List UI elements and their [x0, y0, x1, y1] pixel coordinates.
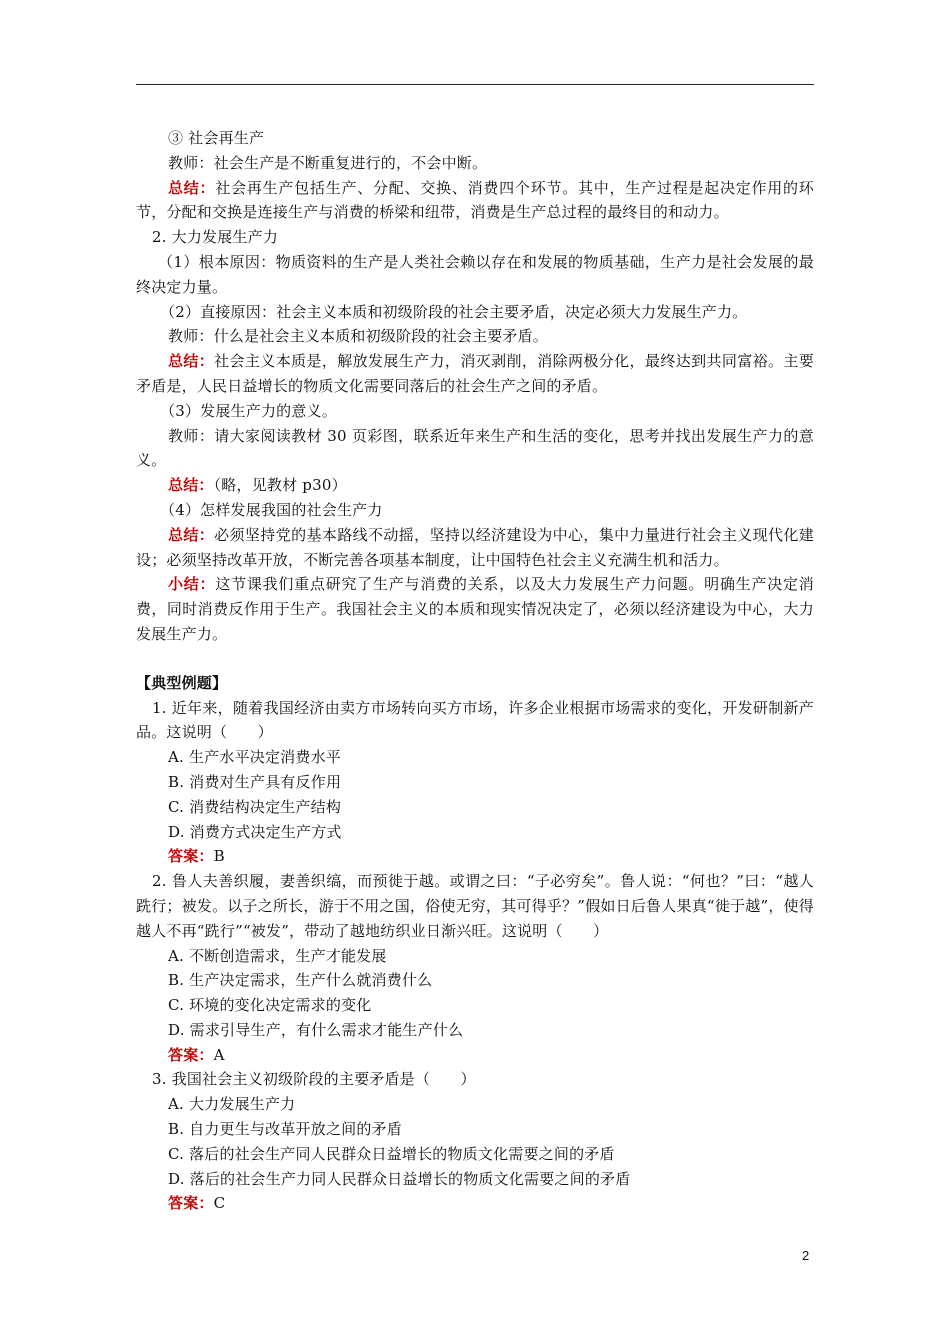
answer-line — [136, 1191, 814, 1216]
answer-value: B — [213, 847, 225, 866]
summary-text: 必须坚持党的基本路线不动摇，坚持以经济建设为中心，集中力量进行社会主义现代化建设；必须坚持改革开放，不断完善各项基本制度，让中国特色社会主义充满生机和活力。 — [136, 525, 814, 569]
option-d: D. 消费方式决定生产方式 — [168, 822, 342, 841]
option-b: B. 消费对生产具有反作用 — [168, 772, 342, 791]
page-number: 2 — [802, 1248, 810, 1263]
option-c: C. 消费结构决定生产结构 — [168, 797, 342, 816]
conclusion-text: 这节课我们重点研究了生产与消费的关系，以及大力发展生产力问题。明确生产决定消费，同时消费反作用于生产。我国社会主义的本质和现实情况决定了，必须以经济建设为中心，大力发展生产力。 — [136, 575, 814, 643]
summary-label: 总结： — [168, 352, 215, 371]
option-a: A. 不断创造需求，生产才能发展 — [168, 946, 387, 965]
option-d: D. 落后的社会生产力同人民群众日益增长的物质文化需要之间的矛盾 — [168, 1169, 631, 1188]
option-a: A. 大力发展生产力 — [168, 1095, 296, 1114]
examples-heading: 【典型例题】 — [136, 673, 228, 692]
summary-label: 总结： — [168, 525, 215, 544]
reason-paragraph: （2）直接原因：社会主义本质和初级阶段的社会主要矛盾，决定必须大力发展生产力。 — [160, 302, 748, 321]
header-rule — [136, 84, 814, 85]
summary-paragraph — [136, 176, 814, 226]
section-heading: 2. 大力发展生产力 — [152, 228, 279, 247]
sub-heading: （3）发展生产力的意义。 — [160, 401, 337, 420]
section-heading: ③ 社会再生产 — [168, 129, 265, 147]
question-stem: 2. 鲁人夫善织履，妻善织缟，而预徙于越。或谓之曰：“子必穷矣”。鲁人说：“何也？”曰：“越人跣行；被发。以子之所长，游于不用之国，俗使无穷，其可得乎？”假如日后鲁人果真“徙于越”，使得越人不再“跣行”“被发”，带动了越地纺织业日渐兴旺。这说明（ ） — [136, 872, 814, 940]
summary-text: 社会再生产包括生产、分配、交换、消费四个环节。其中，生产过程是起决定作用的环节，分配和交换是连接生产与消费的桥梁和纽带，消费是生产总过程的最终目的和动力。 — [136, 178, 814, 222]
summary-paragraph — [136, 523, 814, 573]
reason-paragraph: （1）根本原因：物质资料的生产是人类社会赖以存在和发展的物质基础，生产力是社会发展的最终决定力量。 — [136, 252, 814, 296]
option-a: A. 生产水平决定消费水平 — [168, 748, 341, 767]
summary-text: 社会主义本质是，解放发展生产力，消灭剥削，消除两极分化，最终达到共同富裕。主要矛盾是，人民日益增长的物质文化需要同落后的社会生产之间的矛盾。 — [136, 352, 814, 395]
answer-label: 答案： — [168, 1045, 214, 1064]
sub-heading: （4）怎样发展我国的社会生产力 — [160, 500, 383, 519]
conclusion-label: 小结： — [168, 575, 216, 594]
answer-value: C — [213, 1194, 226, 1213]
answer-label: 答案： — [168, 1194, 214, 1213]
teacher-line: 教师：社会生产是不断重复进行的，不会中断。 — [168, 153, 488, 172]
answer-value: A — [213, 1045, 225, 1064]
question-stem: 3. 我国社会主义初级阶段的主要矛盾是（ ） — [152, 1070, 476, 1089]
teacher-line: 教师：什么是社会主义本质和初级阶段的社会主要矛盾。 — [168, 327, 549, 346]
teacher-line: 教师：请大家阅读教材 30 页彩图，联系近年来生产和生活的变化，思考并找出发展生产力的意义。 — [136, 426, 814, 470]
option-b: B. 自力更生与改革开放之间的矛盾 — [168, 1120, 402, 1139]
answer-label: 答案： — [168, 847, 214, 866]
page-content — [136, 126, 814, 1216]
answer-line — [136, 844, 814, 869]
question-stem: 1. 近年来，随着我国经济由卖方市场转向买方市场，许多企业根据市场需求的变化，开发研制新产品。这说明（ ） — [136, 698, 814, 742]
option-c: C. 落后的社会生产同人民群众日益增长的物质文化需要之间的矛盾 — [168, 1144, 615, 1163]
summary-line — [136, 473, 814, 498]
conclusion-paragraph — [136, 572, 814, 646]
summary-label: 总结： — [168, 476, 214, 495]
option-b: B. 生产决定需求，生产什么就消费什么 — [168, 971, 433, 990]
option-d: D. 需求引导生产，有什么需求才能生产什么 — [168, 1020, 464, 1039]
summary-paragraph — [136, 349, 814, 399]
option-c: C. 环境的变化决定需求的变化 — [168, 996, 372, 1015]
summary-text: （略，见教材 p30） — [213, 476, 347, 495]
answer-line — [136, 1043, 814, 1068]
summary-label: 总结： — [168, 178, 216, 197]
